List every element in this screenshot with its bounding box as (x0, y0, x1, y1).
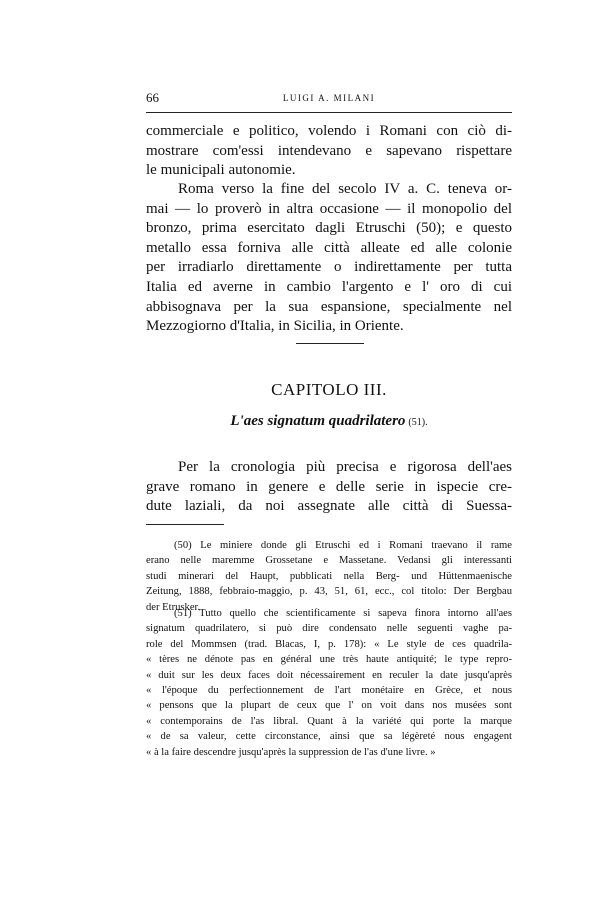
text-line: mostrare com'essi intendevano e sapevano rispettare (146, 142, 512, 159)
footnote-line: role del Mommsen (trad. Blacas, I, p. 178): « Le style de ces quadrila- (146, 638, 512, 650)
footnote-line: (50) Le miniere donde gli Etruschi ed i Romani traevano il rame (174, 540, 512, 551)
page-header (146, 90, 512, 106)
footnote-line: « pensons que la plupart de ceux que l' on voit dans nos musées sont (146, 700, 512, 712)
running-head: LUIGI A. MILANI (282, 93, 376, 103)
text-line: per irradiarlo direttamente o indirettamente per tutta (146, 259, 512, 276)
footnote-line: (51) Tutto quello che scientificamente si sapeva finora intorno all'aes (174, 608, 512, 619)
chapter-subtitle-text: L'aes signatum quadrilatero (230, 413, 406, 429)
footnote-line: « contemporains de l'as libral. Quant à la variété qui porte la marque (146, 715, 512, 727)
header-rule (146, 112, 512, 113)
text-line: grave romano in genere e delle serie in ispecie cre- (146, 478, 512, 495)
footnote-rule (146, 524, 224, 525)
text-line: Mezzogiorno d'Italia, in Sicilia, in Oriente. (146, 318, 404, 335)
text-line: Italia ed averne in cambio l'argento e l' oro di cui (146, 278, 512, 295)
chapter-title: CAPITOLO III. (271, 380, 387, 399)
footnote-line: « tères ne dénote pas en général une très haute antiquité; le type repro- (146, 654, 512, 666)
page-number: 66 (146, 90, 159, 105)
footnote-line: « l'époque du perfectionnement de l'art monétaire en Grèce, et nous (146, 685, 512, 697)
footnote-line: Zeitung, 1888, febbraio-maggio, p. 43, 51, 61, ecc., col titolo: Der Bergbau (146, 586, 512, 598)
footnote-50 (146, 538, 512, 615)
paragraph-1 (146, 122, 512, 181)
chapter-subtitle (146, 413, 512, 430)
footnote-line: « duit sur les deux faces doit nécessairement en reculer la date jusqu'après (146, 669, 512, 681)
footnote-ref: (51). (408, 417, 428, 428)
text-line: Per la cronologia più precisa e rigorosa dell'aes (178, 459, 512, 475)
text-line: dute laziali, da noi assegnate alle città di Suessa- (146, 498, 512, 515)
footnote-line: « à la faire descendre jusqu'après la suppression de l'as d'une livre. » (146, 746, 436, 758)
text-line: Roma verso la fine del secolo IV a. C. teneva or- (178, 181, 512, 197)
footnote-line: « de sa valeur, cette circonstance, ainsi que sa légèreté nous engagent (146, 731, 512, 743)
text-line: le municipali autonomie. (146, 162, 296, 179)
footnote-line: signatum quadrilatero, si può dire condensato nelle seguenti vaghe pa- (146, 623, 512, 635)
footnote-line: der Etrusker. (146, 601, 201, 613)
footnote-51 (146, 606, 512, 760)
footnote-line: erano nelle maremme Grossetane e Massetane. Vedansi gli interessanti (146, 555, 512, 567)
paragraph-3 (146, 458, 512, 517)
text-line: commerciale e politico, volendo i Romani con ciò di- (146, 123, 512, 139)
section-divider (296, 343, 364, 344)
text-line: bronzo, prima esercitato dagli Etruschi (50); e questo (146, 220, 512, 237)
footnote-line: studi minerari del Haupt, pubblicati nella Berg- und Hüttenmaenische (146, 570, 512, 582)
text-line: mai — lo proverò in altra occasione — il monopolio del (146, 200, 512, 217)
paragraph-2 (146, 180, 512, 337)
text-line: abbisognava per la sua espansione, specialmente nel (146, 298, 512, 315)
text-line: metallo essa forniva alle città alleate ed alle colonie (146, 239, 512, 256)
